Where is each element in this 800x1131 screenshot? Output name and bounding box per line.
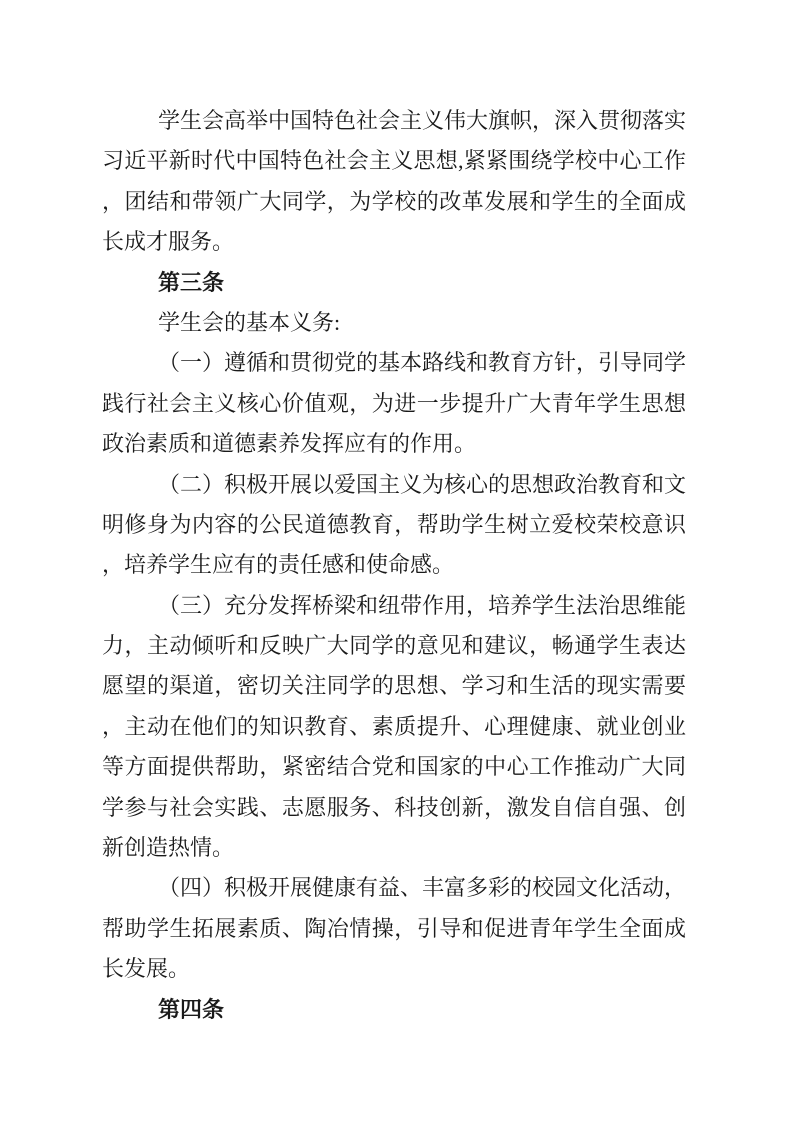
text-line: 学生会高举中国特色社会主义伟大旗帜，深入贯彻落实 [158, 108, 687, 133]
text-line: 学参与社会实践、志愿服务、科技创新，激发自信自强、创 [102, 794, 686, 820]
paragraph [102, 303, 686, 343]
text-line: 长成才服务。 [102, 229, 235, 255]
paragraph [102, 868, 686, 989]
paragraph [102, 101, 686, 263]
text-line: ，团结和带领广大同学，为学校的改革发展和学生的全面成 [102, 188, 686, 214]
text-line: 力，主动倾听和反映广大同学的意见和建议，畅通学生表达 [102, 633, 686, 659]
article-heading [102, 263, 686, 303]
text-line: 习近平新时代中国特色社会主义思想,紧紧围绕学校中心工作 [102, 148, 686, 174]
article-heading [102, 990, 686, 1030]
text-line: ，主动在他们的知识教育、素质提升、心理健康、就业创业 [102, 713, 686, 739]
text-line: ，培养学生应有的责任感和使命感。 [102, 552, 455, 578]
text-line: （四）积极开展健康有益、丰富多彩的校园文化活动， [158, 875, 687, 901]
text-line: 长发展。 [102, 956, 191, 982]
paragraph [102, 465, 686, 586]
text-line: （一）遵循和贯彻党的基本路线和教育方针，引导同学 [158, 350, 687, 376]
text-line: 愿望的渠道，密切关注同学的思想、学习和生活的现实需要 [102, 673, 686, 699]
text-line: 第四条 [158, 996, 225, 1022]
text-line: 政治素质和道德素养发挥应有的作用。 [102, 431, 477, 457]
text-line: 践行社会主义核心价值观，为进一步提升广大青年学生思想 [102, 390, 686, 416]
text-line: 第三条 [158, 269, 225, 295]
paragraph [102, 343, 686, 464]
text-line: 帮助学生拓展素质、陶冶情操，引导和促进青年学生全面成 [102, 915, 686, 941]
paragraph [102, 586, 686, 869]
text-line: 新创造热情。 [102, 835, 235, 861]
document-body [102, 101, 686, 1030]
text-line: 明修身为内容的公民道德教育，帮助学生树立爱校荣校意识 [102, 511, 686, 537]
text-line: （二）积极开展以爱国主义为核心的思想政治教育和文 [158, 471, 687, 497]
text-line: （三）充分发挥桥梁和纽带作用，培养学生法治思维能 [158, 592, 687, 618]
text-line: 学生会的基本义务: [158, 309, 341, 335]
text-line: 等方面提供帮助，紧密结合党和国家的中心工作推动广大同 [102, 754, 686, 780]
